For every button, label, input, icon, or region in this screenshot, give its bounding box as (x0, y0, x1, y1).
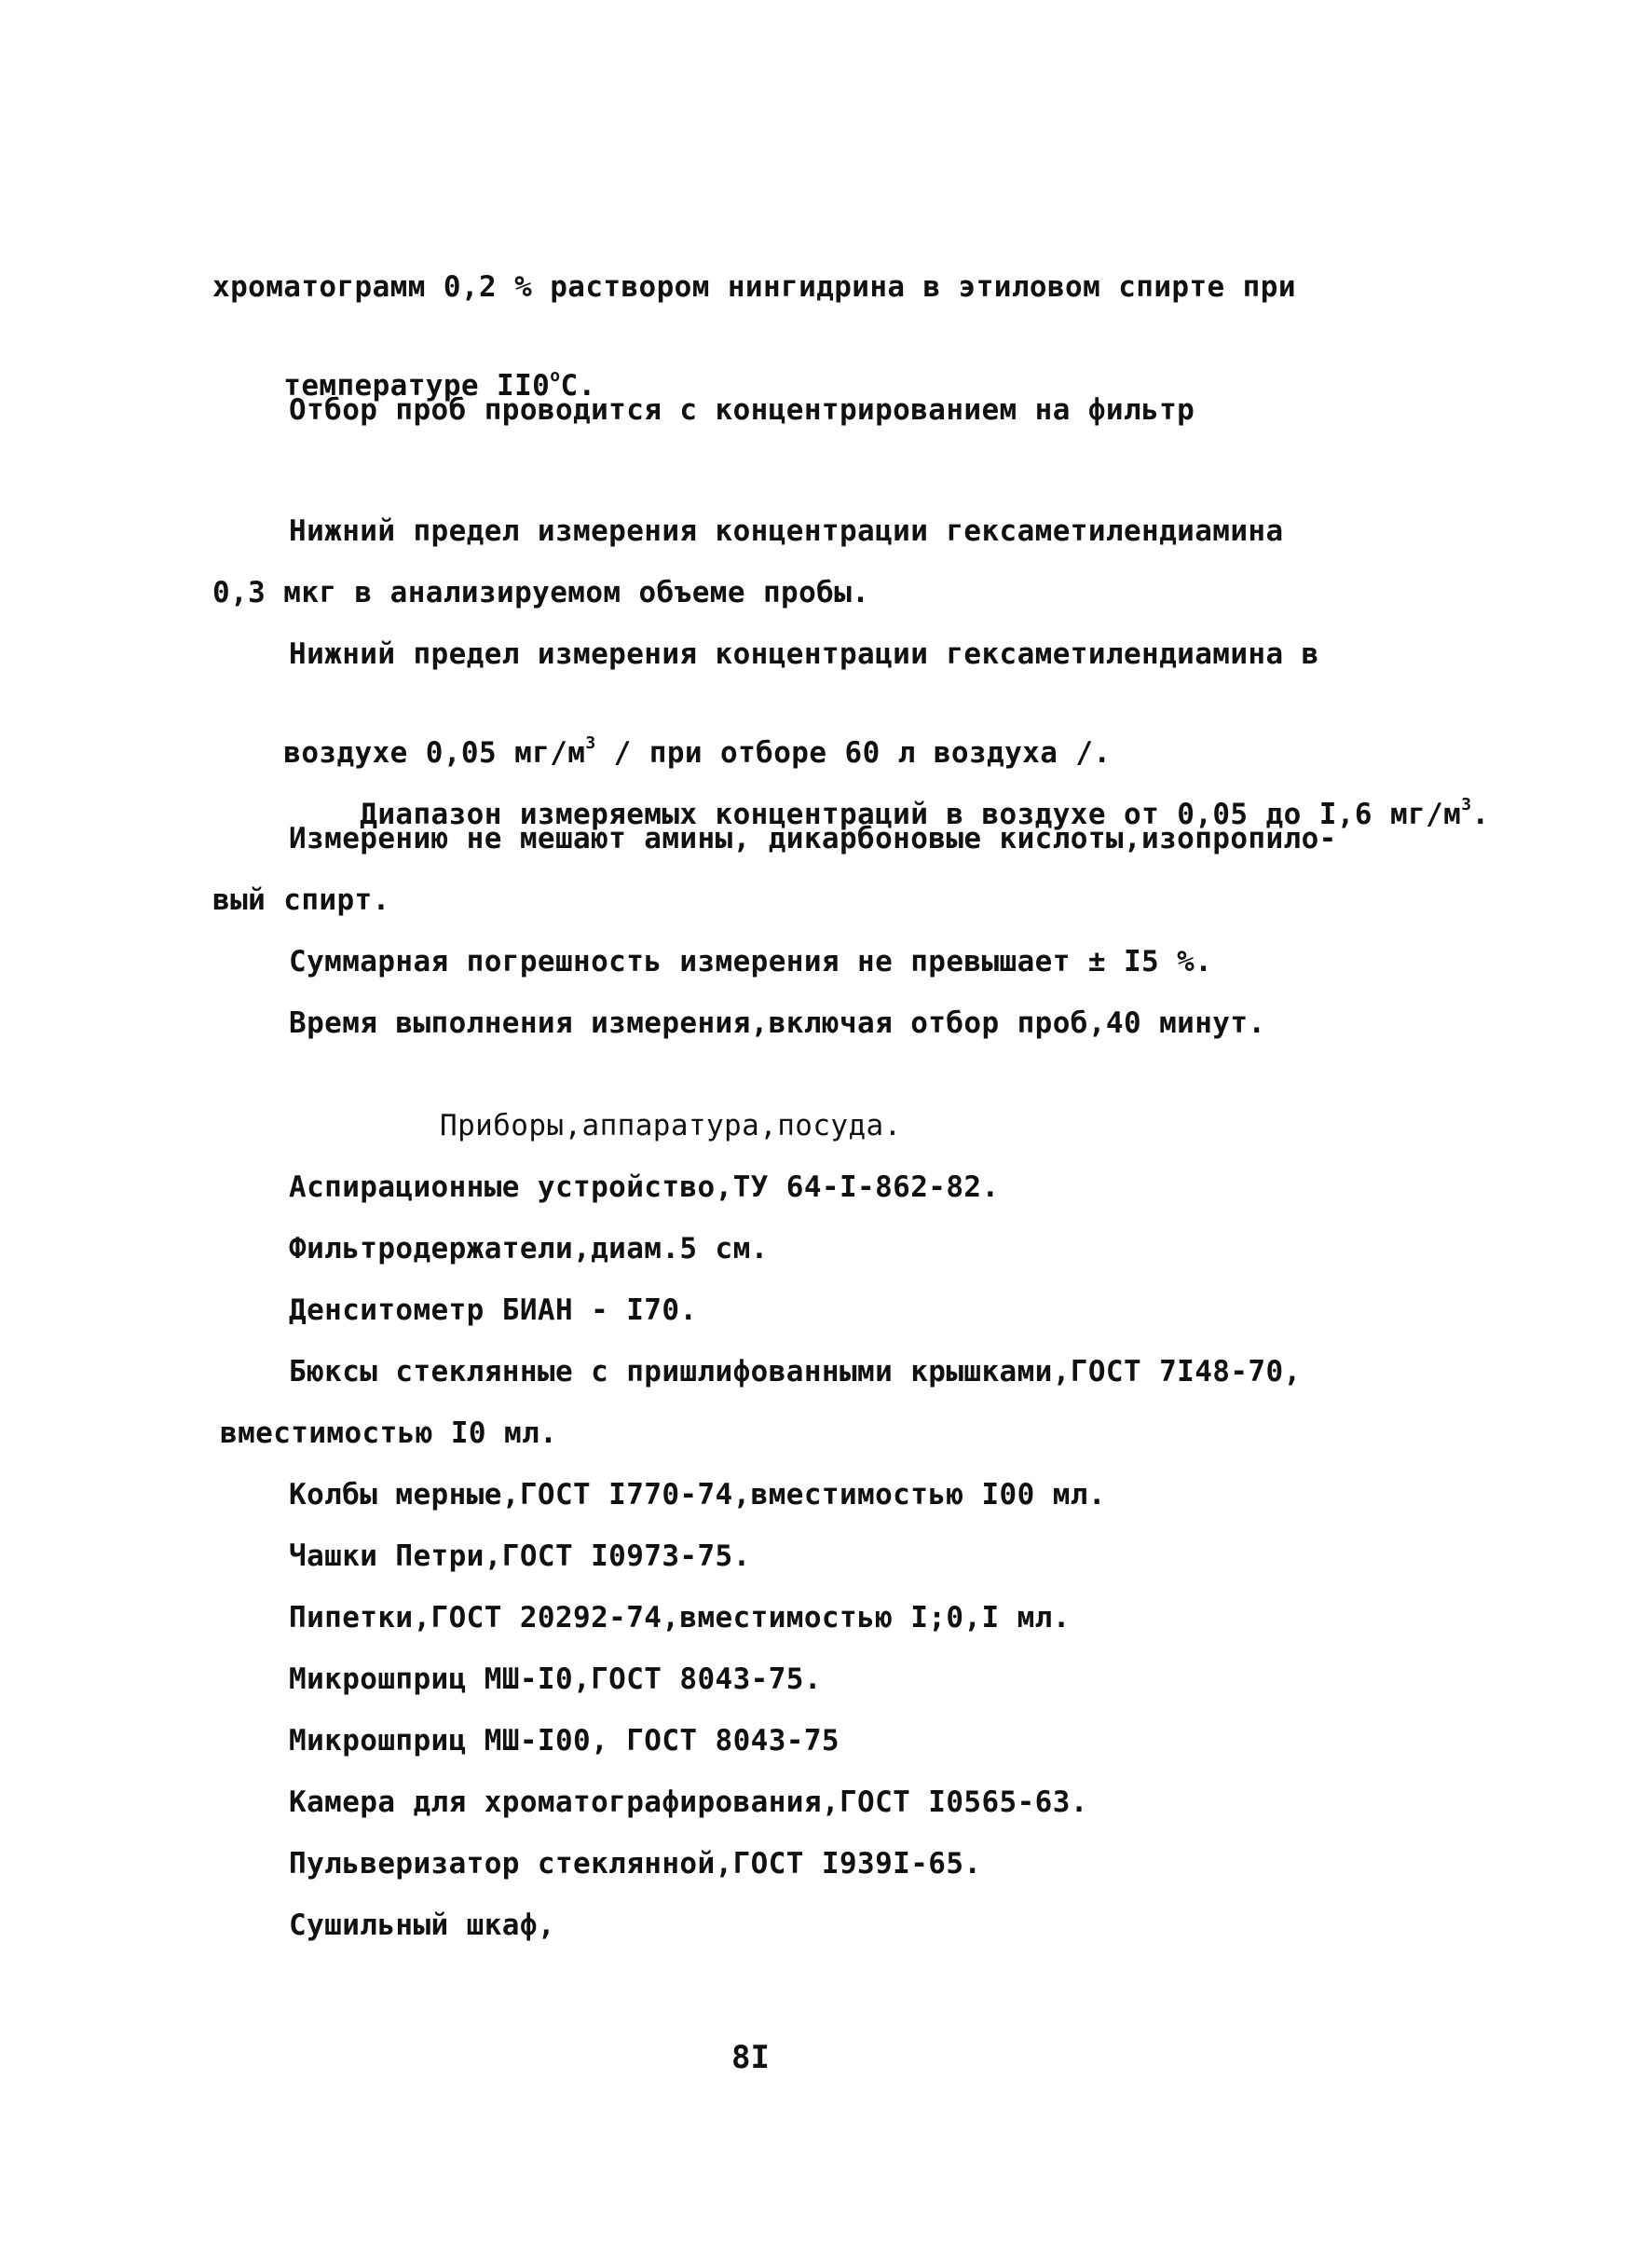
interference-line-2: вый спирт. (212, 883, 390, 917)
equipment-item: Камера для хроматографирования,ГОСТ I0565-63. (289, 1785, 1088, 1819)
lower-limit-air-line-1: Нижний предел измерения концентрации гексаметилендиамина в (289, 637, 1319, 671)
equipment-heading: Приборы,аппаратура,посуда. (440, 1109, 902, 1142)
intro-line-2-text: температуре II0 (283, 369, 551, 403)
sampling-line: Отбор проб проводится с концентрированием на фильтр (289, 393, 1195, 427)
equipment-item: Аспирационные устройство,ТУ 64-I-862-82. (289, 1170, 1000, 1204)
cubic-superscript: 3 (585, 732, 596, 753)
intro-line-1: хроматограмм 0,2 % раствором нингидрина в этиловом спирте при (212, 270, 1296, 304)
equipment-item: Сушильный шкаф, (289, 1908, 555, 1942)
equipment-item: Чашки Петри,ГОСТ I0973-75. (289, 1539, 751, 1573)
equipment-item: Пульверизатор стеклянной,ГОСТ I939I-65. (289, 1847, 982, 1881)
error-line: Суммарная погрешность измерения не превышает ± I5 %. (289, 945, 1213, 978)
equipment-item: Фильтродержатели,диам.5 см. (289, 1232, 769, 1265)
page-number: 8I (731, 2039, 770, 2076)
equipment-item: Денситометр БИАН - I70. (289, 1293, 698, 1327)
equipment-item: Колбы мерные,ГОСТ I770-74,вместимостью I00 мл. (289, 1478, 1106, 1512)
range-end: . (1471, 798, 1490, 831)
interference-line-1: Измерению не мешают амины, дикарбоновые кислоты,изопропило- (289, 822, 1337, 855)
degree-superscript: о (550, 365, 561, 386)
lower-limit-air-text: воздухе 0,05 мг/м (283, 736, 586, 770)
intro-line-2-end: С. (560, 369, 596, 403)
equipment-item: Микрошприц МШ-I00, ГОСТ 8043-75 (289, 1724, 840, 1758)
duration-line: Время выполнения измерения,включая отбор проб,40 минут. (289, 1006, 1266, 1040)
lower-limit-sample-line-1: Нижний предел измерения концентрации гексаметилендиамина (289, 514, 1284, 548)
range-text: Диапазон измеряемых концентраций в воздухе от 0,05 до I,6 мг/м (360, 798, 1462, 831)
equipment-item: Бюксы стеклянные с пришлифованными крышками,ГОСТ 7I48-70, (289, 1355, 1302, 1388)
lower-limit-sample-line-2: 0,3 мкг в анализируемом объеме пробы. (212, 576, 870, 609)
equipment-item: Микрошприц МШ-I0,ГОСТ 8043-75. (289, 1662, 822, 1696)
range-superscript: 3 (1461, 794, 1472, 814)
equipment-item: Пипетки,ГОСТ 20292-74,вместимостью I;0,I мл. (289, 1601, 1071, 1635)
lower-limit-air-end: / при отборе 60 л воздуха /. (595, 736, 1112, 770)
equipment-item-continuation: вместимостью I0 мл. (220, 1416, 558, 1450)
